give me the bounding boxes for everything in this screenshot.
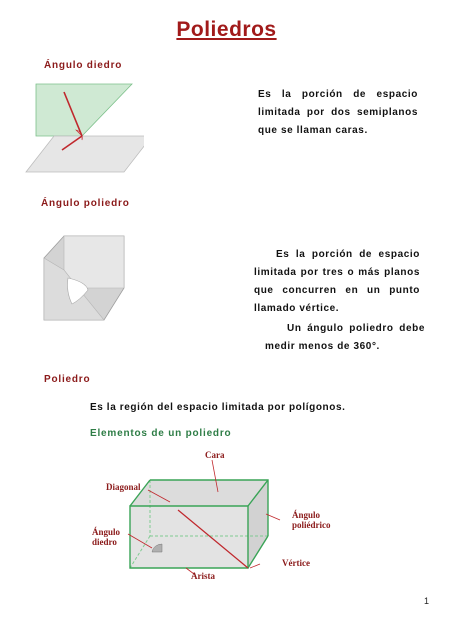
heading-angulo-diedro: Ángulo diedro	[44, 60, 123, 71]
text-angulo-diedro: Es la porción de espacio limitada por dos semiplanos que se llaman caras.	[258, 89, 418, 136]
page-title: Poliedros	[176, 18, 277, 41]
green-half-plane	[36, 84, 132, 136]
page-number: 1	[424, 596, 430, 606]
label-arista: Arista	[191, 571, 215, 581]
label-angulo-diedro: Ángulo diedro	[92, 527, 121, 547]
label-cara: Cara	[205, 450, 225, 460]
polyhedral-angle-figure	[38, 230, 132, 326]
text-angulo-poliedro: Es la porción de espacio limitada por tres o más planos que concurren en un punto llamado vértice.	[254, 249, 420, 314]
heading-angulo-poliedro: Ángulo poliedro	[41, 198, 130, 209]
dihedral-angle-figure	[24, 78, 144, 184]
subheading-elementos: Elementos de un poliedro	[90, 428, 232, 439]
label-vertice: Vértice	[282, 558, 310, 568]
label-diagonal: Diagonal	[106, 482, 141, 492]
note-angulo-poliedro: Un ángulo poliedro debe medir menos de 360°.	[265, 323, 425, 352]
pointer-vertice	[250, 564, 260, 568]
text-poliedro: Es la región del espacio limitada por polígonos.	[90, 402, 346, 413]
grey-half-plane	[26, 136, 144, 172]
label-angulo-poliedrico: Ángulo poliédrico	[292, 510, 331, 530]
heading-poliedro: Poliedro	[44, 374, 91, 385]
